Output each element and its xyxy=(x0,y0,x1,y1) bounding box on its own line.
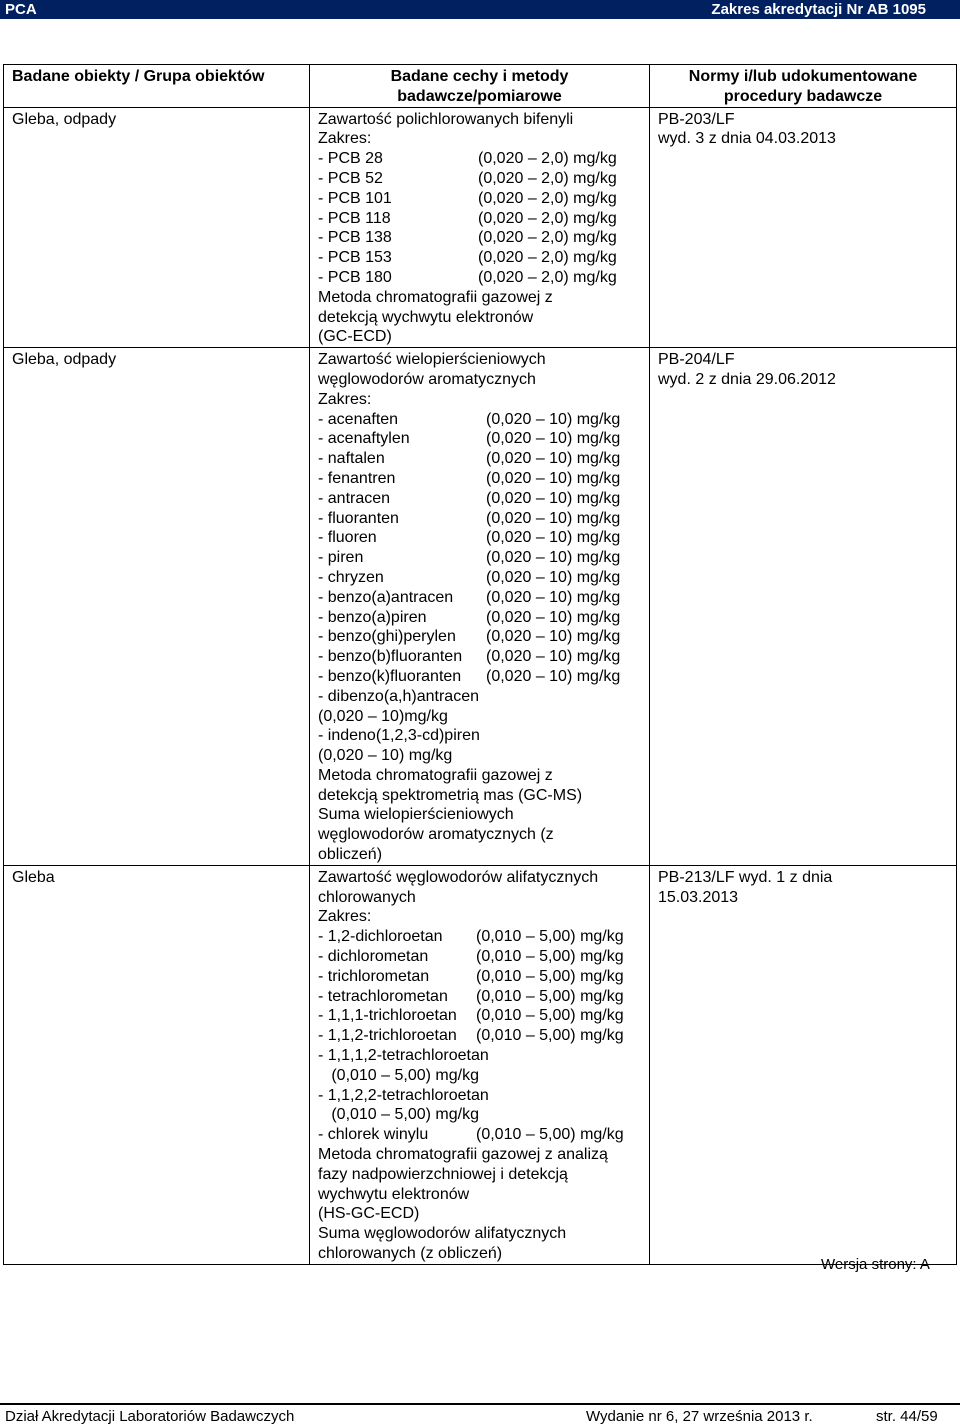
header-right-label: Zakres akredytacji Nr AB 1095 xyxy=(711,1,926,18)
analyte-name: - benzo(a)piren xyxy=(318,608,427,626)
analyte-name: - benzo(b)fluoranten xyxy=(318,648,463,666)
range-item xyxy=(318,410,645,430)
norm-cell xyxy=(650,107,957,348)
header-left-label: PCA xyxy=(5,1,37,18)
analyte-name: - chryzen xyxy=(318,568,384,586)
analyte-range: (0,020 – 10) mg/kg xyxy=(486,469,621,487)
range-item xyxy=(318,209,645,229)
range-item xyxy=(318,548,645,568)
method-line: Suma węglowodorów alifatycznych xyxy=(318,1225,567,1243)
analyte-range: (0,020 – 2,0) mg/kg xyxy=(478,209,617,227)
range-item xyxy=(318,528,645,548)
range-item xyxy=(318,268,645,288)
page-header-bar xyxy=(0,0,960,19)
range-item xyxy=(318,627,645,647)
analyte-name: - fenantren xyxy=(318,469,396,487)
range-item xyxy=(318,588,645,608)
extra-line: (0,020 – 10)mg/kg xyxy=(318,707,448,725)
method-title-line: Zakres: xyxy=(318,390,372,408)
norm-line: PB-203/LF xyxy=(658,110,735,128)
range-item xyxy=(318,169,645,189)
extra-line: - 1,1,2,2-tetrachloroetan xyxy=(318,1086,489,1104)
analyte-range: (0,010 – 5,00) mg/kg xyxy=(476,987,624,1005)
range-item xyxy=(318,189,645,209)
analyte-range: (0,010 – 5,00) mg/kg xyxy=(476,1126,624,1144)
analyte-name: - benzo(a)antracen xyxy=(318,588,454,606)
range-item xyxy=(318,509,645,529)
method-title-line: Zawartość polichlorowanych bifenyli xyxy=(318,110,574,128)
table-header-row xyxy=(4,65,957,108)
analyte-range: (0,010 – 5,00) mg/kg xyxy=(476,1007,624,1025)
analyte-range: (0,020 – 10) mg/kg xyxy=(486,529,621,547)
method-title-line: węglowodorów aromatycznych xyxy=(318,370,536,388)
analyte-range: (0,020 – 2,0) mg/kg xyxy=(478,169,617,187)
table-row xyxy=(4,865,957,1264)
analyte-range: (0,010 – 5,00) mg/kg xyxy=(476,967,624,985)
analyte-name: - antracen xyxy=(318,489,391,507)
method-title-line: Zawartość wielopierścieniowych xyxy=(318,351,546,369)
range-item xyxy=(318,927,645,947)
analyte-range: (0,020 – 2,0) mg/kg xyxy=(478,150,617,168)
analyte-name: - acenaften xyxy=(318,410,399,428)
range-item xyxy=(318,489,645,509)
version-note: Wersja strony: A xyxy=(821,1256,930,1273)
range-item xyxy=(318,947,645,967)
footer-left: Dział Akredytacji Laboratoriów Badawczych xyxy=(5,1408,295,1425)
analyte-name: - PCB 52 xyxy=(318,169,383,187)
extra-line: (0,010 – 5,00) mg/kg xyxy=(318,1066,479,1084)
method-line: (HS-GC-ECD) xyxy=(318,1205,420,1223)
analyte-range: (0,020 – 10) mg/kg xyxy=(486,489,621,507)
norm-line: wyd. 3 z dnia 04.03.2013 xyxy=(658,130,836,148)
analyte-range: (0,020 – 2,0) mg/kg xyxy=(478,268,617,286)
col-header-methods: Badane cechy i metody badawcze/pomiarowe xyxy=(310,65,650,108)
analyte-range: (0,020 – 2,0) mg/kg xyxy=(478,249,617,267)
norm-line: PB-213/LF wyd. 1 z dnia xyxy=(658,868,833,886)
table-row xyxy=(4,107,957,348)
method-line: detekcją wychwytu elektronów xyxy=(318,308,534,326)
range-item xyxy=(318,967,645,987)
analyte-range: (0,020 – 10) mg/kg xyxy=(486,648,621,666)
range-item xyxy=(318,149,645,169)
range-item xyxy=(318,248,645,268)
analyte-range: (0,010 – 5,00) mg/kg xyxy=(476,948,624,966)
method-title-line: Zakres: xyxy=(318,908,372,926)
object-cell: Gleba, odpady xyxy=(4,348,310,866)
range-item xyxy=(318,228,645,248)
analyte-name: - naftalen xyxy=(318,450,385,468)
analyte-range: (0,020 – 10) mg/kg xyxy=(486,628,621,646)
analyte-range: (0,020 – 10) mg/kg xyxy=(486,549,621,567)
method-title-line: Zawartość węglowodorów alifatycznych xyxy=(318,868,599,886)
norm-line: 15.03.2013 xyxy=(658,888,739,906)
analyte-name: - chlorek winylu xyxy=(318,1126,429,1144)
analyte-name: - benzo(k)fluoranten xyxy=(318,667,462,685)
analyte-range: (0,020 – 10) mg/kg xyxy=(486,667,621,685)
analyte-name: - PCB 138 xyxy=(318,229,392,247)
analyte-name: - 1,1,2-trichloroetan xyxy=(318,1027,457,1045)
analyte-range: (0,020 – 10) mg/kg xyxy=(486,568,621,586)
analyte-name: - dichlorometan xyxy=(318,948,429,966)
analyte-name: - PCB 180 xyxy=(318,268,392,286)
analyte-name: - 1,1,1-trichloroetan xyxy=(318,1007,457,1025)
analyte-range: (0,020 – 10) mg/kg xyxy=(486,509,621,527)
range-item xyxy=(318,568,645,588)
analyte-name: - tetrachlorometan xyxy=(318,987,448,1005)
analyte-name: - PCB 153 xyxy=(318,249,392,267)
analyte-range: (0,020 – 2,0) mg/kg xyxy=(478,189,617,207)
method-line: obliczeń) xyxy=(318,846,383,864)
analyte-name: - PCB 118 xyxy=(318,209,391,227)
col-header-objects: Badane obiekty / Grupa obiektów xyxy=(4,65,310,108)
col-header-norms: Normy i/lub udokumentowane procedury badawcze xyxy=(650,65,957,108)
method-line: Metoda chromatografii gazowej z analizą xyxy=(318,1146,608,1164)
analyte-name: - PCB 101 xyxy=(318,189,392,207)
object-cell: Gleba xyxy=(4,865,310,1264)
accreditation-table xyxy=(3,64,957,1265)
range-item xyxy=(318,1026,645,1046)
method-line: detekcją spektrometrią mas (GC-MS) xyxy=(318,786,583,804)
analyte-range: (0,010 – 5,00) mg/kg xyxy=(476,928,624,946)
analyte-range: (0,020 – 10) mg/kg xyxy=(486,430,621,448)
analyte-range: (0,020 – 2,0) mg/kg xyxy=(478,229,617,247)
range-item xyxy=(318,449,645,469)
method-line: Metoda chromatografii gazowej z xyxy=(318,288,553,306)
range-item xyxy=(318,469,645,489)
footer-middle: Wydanie nr 6, 27 września 2013 r. xyxy=(586,1408,813,1425)
analyte-name: - piren xyxy=(318,549,364,567)
table-row xyxy=(4,348,957,866)
range-item xyxy=(318,647,645,667)
method-line: chlorowanych (z obliczeń) xyxy=(318,1245,503,1263)
range-item xyxy=(318,987,645,1007)
analyte-name: - fluoranten xyxy=(318,509,399,527)
analyte-name: - benzo(ghi)perylen xyxy=(318,628,456,646)
analyte-name: - 1,2-dichloroetan xyxy=(318,928,443,946)
method-title-line: chlorowanych xyxy=(318,888,416,906)
extra-line: (0,010 – 5,00) mg/kg xyxy=(318,1106,479,1124)
method-line: fazy nadpowierzchniowej i detekcją xyxy=(318,1165,568,1183)
method-line: węglowodorów aromatycznych (z xyxy=(318,826,554,844)
range-item xyxy=(318,667,645,687)
analyte-range: (0,020 – 10) mg/kg xyxy=(486,450,621,468)
norm-cell xyxy=(650,865,957,1264)
method-line: (GC-ECD) xyxy=(318,328,392,346)
range-item xyxy=(318,1125,645,1145)
footer-right: str. 44/59 xyxy=(876,1408,938,1425)
analyte-name: - acenaftylen xyxy=(318,430,410,448)
norm-line: PB-204/LF xyxy=(658,351,735,369)
method-title-line: Zakres: xyxy=(318,130,372,148)
analyte-name: - PCB 28 xyxy=(318,150,383,168)
method-line: Metoda chromatografii gazowej z xyxy=(318,766,553,784)
analyte-name: - trichlorometan xyxy=(318,967,430,985)
range-item xyxy=(318,608,645,628)
analyte-range: (0,010 – 5,00) mg/kg xyxy=(476,1027,624,1045)
method-cell xyxy=(310,107,650,348)
object-cell: Gleba, odpady xyxy=(4,107,310,348)
norm-line: wyd. 2 z dnia 29.06.2012 xyxy=(658,370,836,388)
method-cell xyxy=(310,348,650,866)
extra-line: - 1,1,1,2-tetrachloroetan xyxy=(318,1047,489,1065)
norm-cell xyxy=(650,348,957,866)
method-line: wychwytu elektronów xyxy=(318,1185,470,1203)
analyte-range: (0,020 – 10) mg/kg xyxy=(486,588,621,606)
analyte-name: - fluoren xyxy=(318,529,377,547)
range-item xyxy=(318,429,645,449)
analyte-range: (0,020 – 10) mg/kg xyxy=(486,410,621,428)
analyte-range: (0,020 – 10) mg/kg xyxy=(486,608,621,626)
method-cell xyxy=(310,865,650,1264)
extra-line: - dibenzo(a,h)antracen xyxy=(318,687,479,705)
page-footer xyxy=(0,1403,960,1427)
extra-line: (0,020 – 10) mg/kg xyxy=(318,747,453,765)
method-line: Suma wielopierścieniowych xyxy=(318,806,514,824)
extra-line: - indeno(1,2,3-cd)piren xyxy=(318,727,480,745)
range-item xyxy=(318,1006,645,1026)
